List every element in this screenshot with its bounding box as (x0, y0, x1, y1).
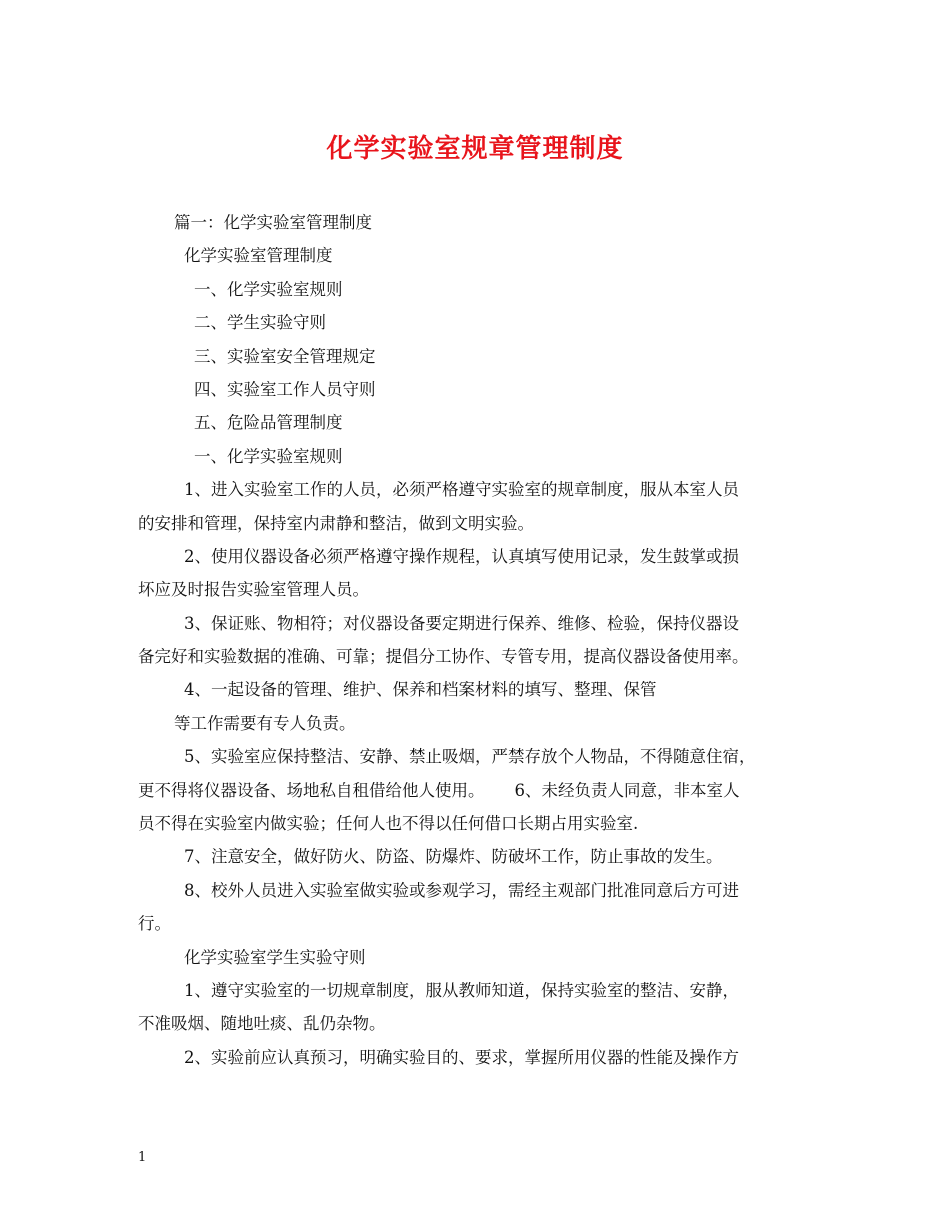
text-line: 四、实验室工作人员守则 (194, 379, 376, 399)
text-line: 一、化学实验室规则 (194, 446, 343, 466)
text-line: 3、保证账、物相符；对仪器设备要定期进行保养、维修、检验，保持仪器设 (184, 613, 739, 633)
text-line: 一、化学实验室规则 (194, 279, 343, 299)
text-line: 2、实验前应认真预习，明确实验目的、要求，掌握所用仪器的性能及操作方 (184, 1047, 739, 1067)
text-line: 行。 (138, 914, 171, 934)
text-line: 五、危险品管理制度 (194, 413, 343, 433)
text-line: 等工作需要有专人负责。 (174, 713, 356, 733)
text-line: 三、实验室安全管理规定 (194, 346, 376, 366)
text-line: 1、遵守实验室的一切规章制度，服从教师知道，保持实验室的整洁、安静， (184, 980, 739, 1000)
text-line: 坏应及时报告实验室管理人员。 (138, 580, 369, 600)
text-line: 1、进入实验室工作的人员，必须严格遵守实验室的规章制度，服从本室人员 (184, 480, 739, 500)
text-line: 备完好和实验数据的准确、可靠；提倡分工协作、专管专用，提高仪器设备使用率。 (138, 647, 749, 667)
text-line: 不准吸烟、随地吐痰、乱仍杂物。 (138, 1014, 386, 1034)
text-segment: 更不得将仪器设备、场地私自租借给他人使用。 (138, 780, 485, 800)
document-body (138, 206, 824, 1074)
page-number: 1 (138, 1150, 147, 1165)
text-line: 化学实验室管理制度 (184, 246, 333, 266)
text-line: 2、使用仪器设备必须严格遵守操作规程，认真填写使用记录，发生鼓掌或损 (184, 546, 739, 566)
text-segment: 6、未经负责人同意，非本室人 (514, 780, 740, 800)
text-line: 5、实验室应保持整洁、安静、禁止吸烟，严禁存放个人物品，不得随意住宿， (184, 747, 756, 767)
text-line: 8、校外人员进入实验室做实验或参观学习，需经主观部门批准同意后方可进 (184, 880, 739, 900)
text-line: 7、注意安全，做好防火、防盗、防爆炸、防破坏工作，防止事故的发生。 (184, 847, 723, 867)
text-line (138, 774, 824, 807)
text-line: 的安排和管理，保持室内肃静和整洁，做到文明实验。 (138, 513, 534, 533)
text-line: 篇一：化学实验室管理制度 (174, 213, 372, 232)
text-line: 二、学生实验守则 (194, 313, 326, 333)
text-line: 化学实验室学生实验守则 (184, 947, 366, 967)
document-title: 化学实验室规章管理制度 (326, 134, 624, 164)
text-line: 员不得在实验室内做实验；任何人也不得以任何借口长期占用实验室. (138, 814, 639, 834)
text-line: 4、一起设备的管理、维护、保养和档案材料的填写、整理、保管 (184, 680, 657, 700)
